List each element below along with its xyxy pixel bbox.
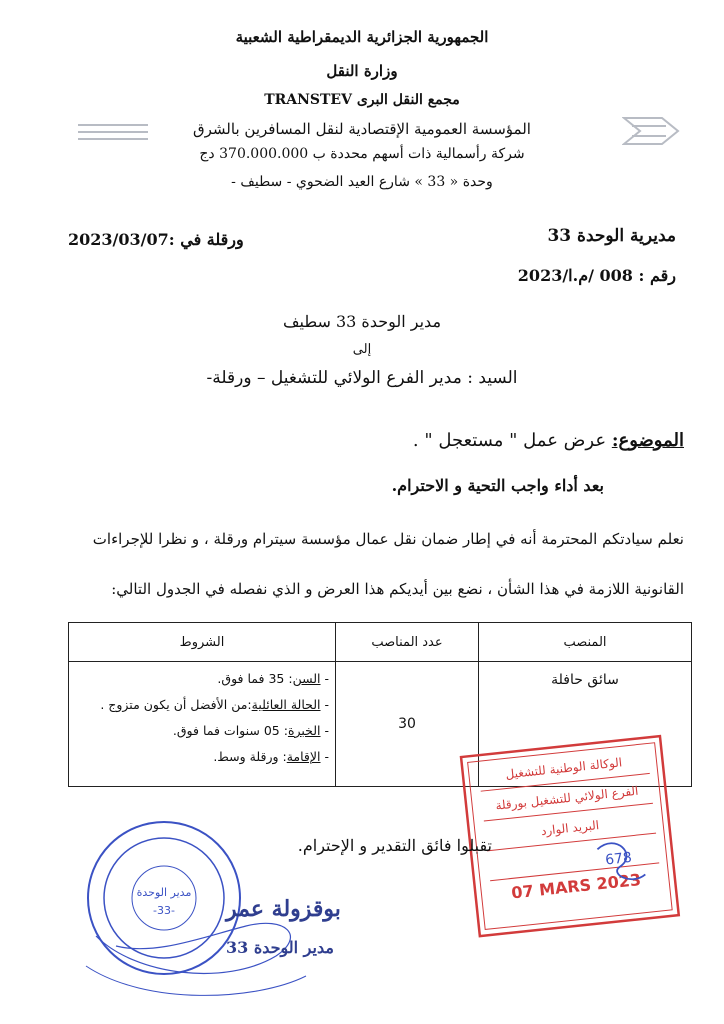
- svg-text:الوكالة الوطنية للتشغيل: الوكالة الوطنية للتشغيل: [504, 755, 623, 782]
- svg-text:مدير الوحدة: مدير الوحدة: [136, 886, 192, 899]
- signature-title: مدير الوحدة 33: [226, 938, 334, 957]
- cell-conditions: [69, 662, 336, 787]
- directorate-label: مديرية الوحدة 33: [547, 226, 676, 246]
- table-header-row: [69, 623, 692, 662]
- reference-number: رقم : 008 /م.ا/2023: [517, 266, 676, 285]
- condition-item: - الخبرة: 05 سنوات فما فوق.: [172, 723, 329, 738]
- condition-item: - السن: 35 فما فوق.: [217, 671, 329, 686]
- condition-item: - الحالة العائلية:من الأفضل أن يكون متزوج .: [100, 697, 329, 712]
- subject-label: الموضوع:: [611, 430, 684, 451]
- subject-text: عرض عمل " مستعجل " .: [412, 430, 607, 451]
- body-line-2: القانونية اللازمة في هذا الشأن ، نضع بين أيديكم هذا العرض و الذي نفصله في الجدول التالي:: [111, 580, 684, 598]
- svg-text:-33-: -33-: [153, 904, 175, 917]
- cell-position: سائق حافلة: [479, 662, 692, 787]
- sender-line: مدير الوحدة 33 سطيف: [282, 312, 442, 331]
- header-conditions: الشروط: [69, 623, 336, 662]
- to-word: إلى: [352, 342, 372, 357]
- svg-text:07 MARS 2023: 07 MARS 2023: [510, 869, 642, 903]
- place-date: ورقلة في :2023/03/07: [68, 230, 244, 249]
- condition-item: - الإقامة: ورقلة وسط.: [213, 749, 329, 764]
- cell-count: 30: [336, 662, 479, 787]
- header-address: وحدة « 33 » شارع العيد الضحوي - سطيف -: [231, 174, 493, 190]
- greeting: بعد أداء واجب التحية و الاحترام.: [391, 476, 604, 495]
- signature-name: بوقزولة عمر: [226, 896, 341, 922]
- header-company: المؤسسة العمومية الإقتصادية لنقل المسافرين بالشرق: [193, 120, 531, 138]
- company-logo-icon: [622, 114, 680, 148]
- svg-text:678: 678: [604, 849, 633, 869]
- header-ministry: وزارة النقل: [326, 62, 398, 80]
- header-count: عدد المناصب: [336, 623, 479, 662]
- recipient-line: السيد : مدير الفرع الولائي للتشغيل – ورقلة-: [206, 368, 518, 388]
- svg-text:الفرع الولائي للتشغيل بورقلة: الفرع الولائي للتشغيل بورقلة: [494, 783, 640, 813]
- header-republic: الجمهورية الجزائرية الديمقراطية الشعبية: [235, 28, 489, 46]
- header-group: مجمع النقل البرى TRANSTEV: [264, 92, 460, 108]
- header-position: المنصب: [479, 623, 692, 662]
- closing-line: تقبلوا فائق التقدير و الإحترام.: [297, 836, 492, 855]
- svg-text:البريد الوارد: البريد الوارد: [540, 818, 600, 839]
- header-capital: شركة رأسمالية ذات أسهم محددة ب 370.000.000 دج: [199, 146, 525, 162]
- subject-line: [413, 430, 684, 451]
- body-line-1: نعلم سيادتكم المحترمة أنه في إطار ضمان نقل عمال مؤسسة سيترام ورقلة ، و نظرا للإجراءات: [92, 530, 684, 548]
